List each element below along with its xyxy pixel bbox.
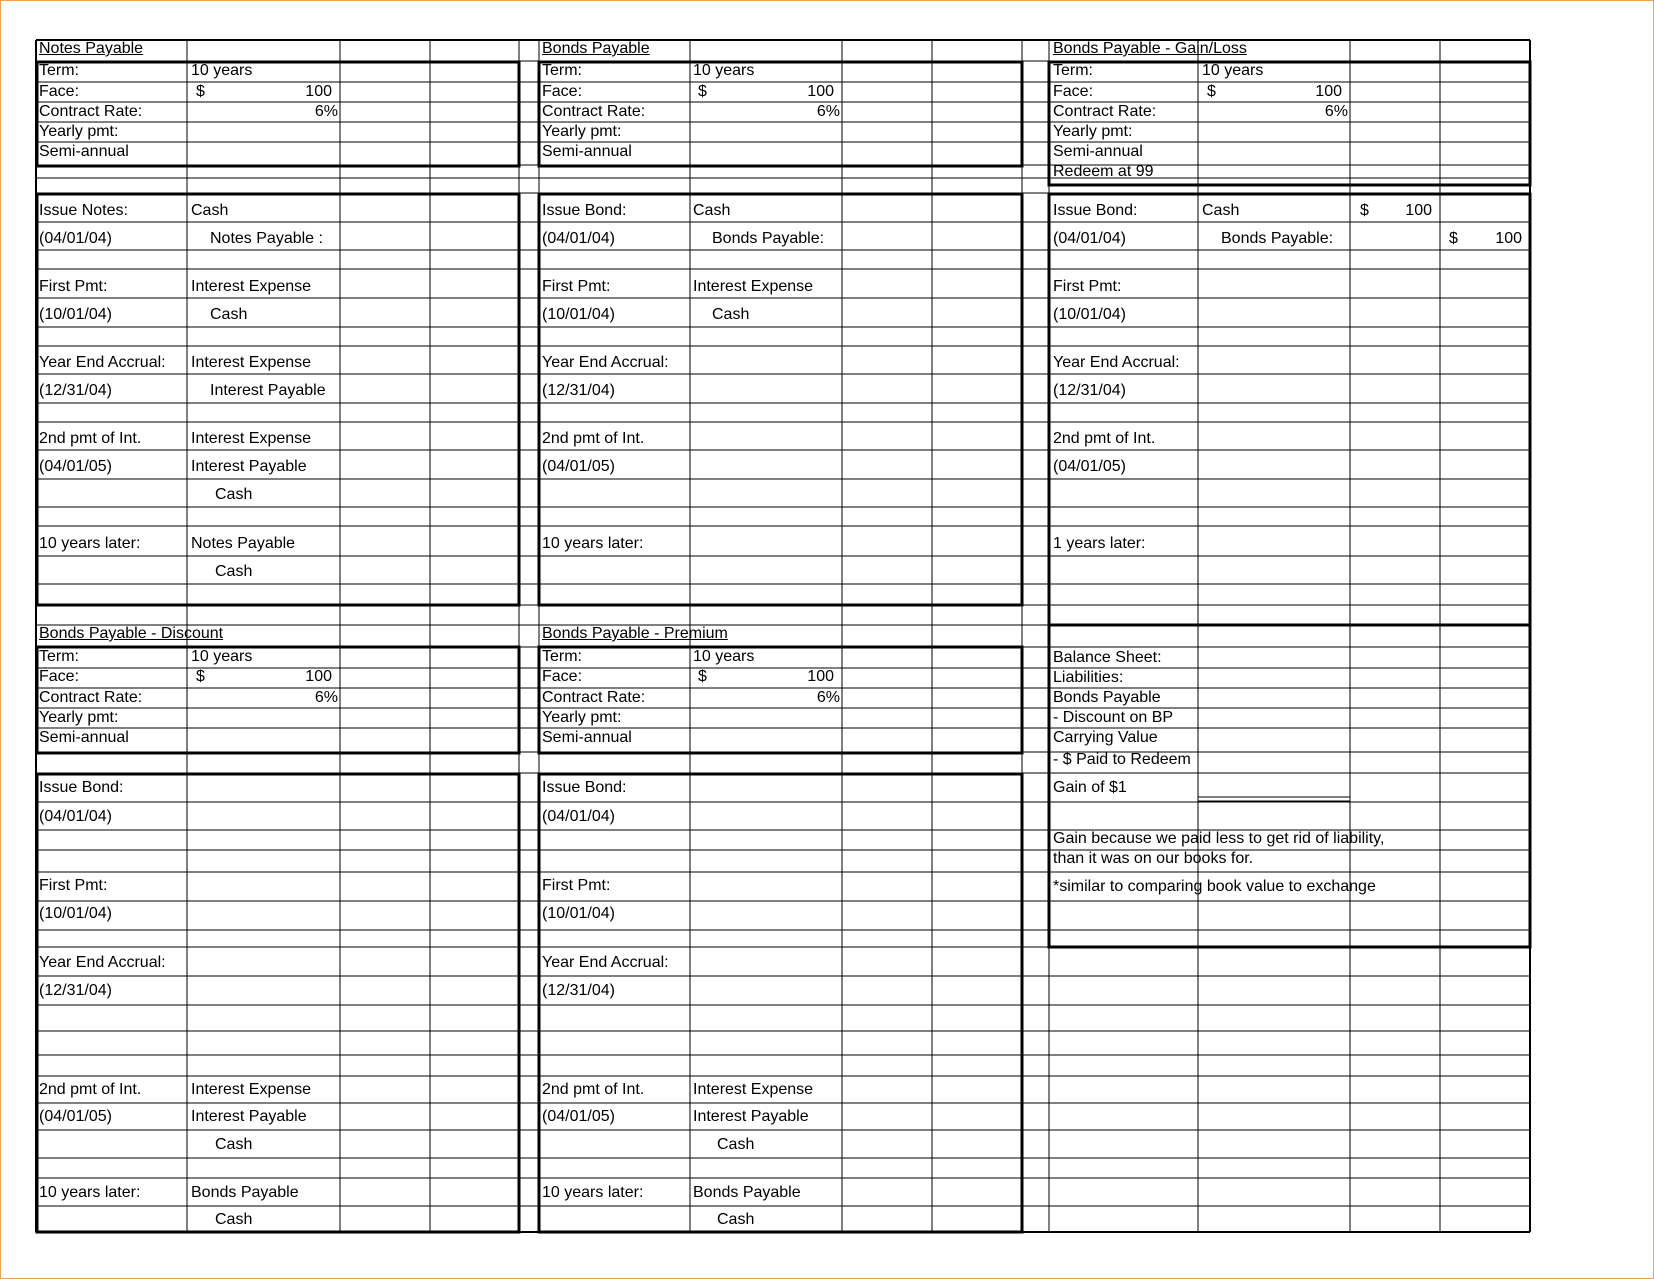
np-face-currency: $	[196, 83, 205, 100]
np-term-value: 10 years	[191, 62, 253, 79]
disc-later-credit: Cash	[215, 1211, 253, 1228]
bp-first-pmt-label: First Pmt:	[542, 278, 611, 295]
prem-later-account: Bonds Payable	[693, 1184, 801, 1201]
disc-rate-label: Contract Rate:	[39, 689, 143, 706]
bp-2nd-pmt-date: (04/01/05)	[542, 458, 615, 475]
disc-later-account: Bonds Payable	[191, 1184, 299, 1201]
gl-accrual-date: (12/31/04)	[1053, 382, 1126, 399]
prem-2nd-pmt-credit: Cash	[717, 1136, 755, 1153]
disc-term-label: Term:	[39, 648, 79, 665]
bp-accrual-date: (12/31/04)	[542, 382, 615, 399]
disc-semi-label: Semi-annual	[39, 729, 129, 746]
gl-rate-label: Contract Rate:	[1053, 103, 1157, 120]
np-2nd-pmt-credit: Cash	[215, 486, 253, 503]
np-accrual-account: Interest Expense	[191, 354, 312, 371]
notes-payable-title: Notes Payable	[39, 40, 144, 57]
np-2nd-pmt-label: 2nd pmt of Int.	[39, 430, 142, 447]
np-yearly-label: Yearly pmt:	[39, 123, 119, 140]
gl-face-currency: $	[1207, 83, 1216, 100]
np-first-pmt-credit: Cash	[210, 306, 248, 323]
bp-rate-label: Contract Rate:	[542, 103, 646, 120]
gl-liabilities-label: Liabilities:	[1053, 669, 1124, 686]
prem-face-currency: $	[698, 668, 707, 685]
disc-2nd-pmt-credit: Cash	[215, 1136, 253, 1153]
np-2nd-pmt-account: Interest Expense	[191, 430, 312, 447]
gl-issue-date: (04/01/04)	[1053, 230, 1126, 247]
disc-later-label: 10 years later:	[39, 1184, 141, 1201]
bp-later-label: 10 years later:	[542, 535, 644, 552]
bp-semi-label: Semi-annual	[542, 143, 632, 160]
np-2nd-pmt-date: (04/01/05)	[39, 458, 112, 475]
gl-issue-debit: 100	[1405, 202, 1432, 219]
bp-yearly-label: Yearly pmt:	[542, 123, 622, 140]
bp-term-label: Term:	[542, 62, 582, 79]
prem-semi-label: Semi-annual	[542, 729, 632, 746]
disc-accrual-date: (12/31/04)	[39, 982, 112, 999]
np-semi-label: Semi-annual	[39, 143, 129, 160]
prem-2nd-pmt-account-2: Interest Payable	[693, 1108, 809, 1125]
bonds-payable-title: Bonds Payable	[542, 40, 650, 57]
bp-rate-value: 6%	[816, 103, 840, 120]
prem-face-label: Face:	[542, 668, 583, 685]
premium-title: Bonds Payable - Premium	[542, 625, 728, 642]
gl-note-line-3: *similar to comparing book value to exchange	[1053, 878, 1376, 895]
gl-accrual-label: Year End Accrual:	[1053, 354, 1180, 371]
gl-issue-currency: $	[1360, 202, 1369, 219]
prem-2nd-pmt-account: Interest Expense	[693, 1081, 814, 1098]
bp-first-pmt-account: Interest Expense	[693, 278, 814, 295]
bp-face-currency: $	[698, 83, 707, 100]
np-accrual-label: Year End Accrual:	[39, 354, 166, 371]
section-box	[37, 774, 519, 1232]
np-first-pmt-account: Interest Expense	[191, 278, 312, 295]
prem-later-credit: Cash	[717, 1211, 755, 1228]
section-box	[539, 774, 1022, 1232]
np-issue-account: Cash	[191, 202, 229, 219]
gl-bonds-payable-label: Bonds Payable	[1053, 689, 1161, 706]
gl-first-pmt-label: First Pmt:	[1053, 278, 1122, 295]
gl-semi-label: Semi-annual	[1053, 143, 1143, 160]
prem-term-label: Term:	[542, 648, 582, 665]
gl-later-label: 1 years later:	[1053, 535, 1146, 552]
gl-discount-label: - Discount on BP	[1053, 709, 1174, 726]
disc-2nd-pmt-date: (04/01/05)	[39, 1108, 112, 1125]
gl-yearly-label: Yearly pmt:	[1053, 123, 1133, 140]
np-accrual-date: (12/31/04)	[39, 382, 112, 399]
np-rate-value: 6%	[314, 103, 338, 120]
disc-first-pmt-label: First Pmt:	[39, 877, 108, 894]
disc-accrual-label: Year End Accrual:	[39, 954, 166, 971]
np-face-label: Face:	[39, 83, 80, 100]
prem-issue-label: Issue Bond:	[542, 779, 627, 796]
disc-2nd-pmt-account-2: Interest Payable	[191, 1108, 307, 1125]
prem-later-label: 10 years later:	[542, 1184, 644, 1201]
bp-issue-credit-account: Bonds Payable:	[712, 230, 825, 247]
bp-issue-account: Cash	[693, 202, 731, 219]
disc-issue-label: Issue Bond:	[39, 779, 124, 796]
gl-note-line-2: than it was on our books for.	[1053, 850, 1254, 867]
disc-first-pmt-date: (10/01/04)	[39, 905, 112, 922]
gl-issue-label: Issue Bond:	[1053, 202, 1138, 219]
bp-2nd-pmt-label: 2nd pmt of Int.	[542, 430, 645, 447]
gl-face-value: 100	[1315, 83, 1342, 100]
gl-issue-account: Cash	[1202, 202, 1240, 219]
gl-paid-to-redeem-label: - $ Paid to Redeem	[1053, 751, 1191, 768]
gl-term-value: 10 years	[1202, 62, 1264, 79]
prem-2nd-pmt-date: (04/01/05)	[542, 1108, 615, 1125]
gain-loss-title: Bonds Payable - Gain/Loss	[1053, 40, 1247, 57]
gl-issue-credit: 100	[1495, 230, 1522, 247]
gl-rate-value: 6%	[1324, 103, 1348, 120]
prem-rate-label: Contract Rate:	[542, 689, 646, 706]
np-face-value: 100	[305, 83, 332, 100]
np-rate-label: Contract Rate:	[39, 103, 143, 120]
bp-issue-date: (04/01/04)	[542, 230, 615, 247]
gl-balance-sheet-heading: Balance Sheet:	[1053, 649, 1162, 666]
prem-face-value: 100	[807, 668, 834, 685]
np-accrual-credit: Interest Payable	[210, 382, 326, 399]
gl-first-pmt-date: (10/01/04)	[1053, 306, 1126, 323]
gl-term-label: Term:	[1053, 62, 1093, 79]
gl-2nd-pmt-label: 2nd pmt of Int.	[1053, 430, 1156, 447]
prem-yearly-label: Yearly pmt:	[542, 709, 622, 726]
prem-issue-date: (04/01/04)	[542, 808, 615, 825]
prem-first-pmt-label: First Pmt:	[542, 877, 611, 894]
gl-2nd-pmt-date: (04/01/05)	[1053, 458, 1126, 475]
gl-note-line-1: Gain because we paid less to get rid of liability,	[1053, 830, 1385, 847]
disc-2nd-pmt-label: 2nd pmt of Int.	[39, 1081, 142, 1098]
prem-accrual-date: (12/31/04)	[542, 982, 615, 999]
bp-accrual-label: Year End Accrual:	[542, 354, 669, 371]
gl-gain-label: Gain of $1	[1053, 779, 1127, 796]
np-first-pmt-date: (10/01/04)	[39, 306, 112, 323]
prem-first-pmt-date: (10/01/04)	[542, 905, 615, 922]
np-later-credit: Cash	[215, 563, 253, 580]
disc-face-label: Face:	[39, 668, 80, 685]
section-box	[1049, 194, 1530, 625]
np-first-pmt-label: First Pmt:	[39, 278, 108, 295]
gl-carrying-value-label: Carrying Value	[1053, 729, 1158, 746]
bp-term-value: 10 years	[693, 62, 755, 79]
disc-issue-date: (04/01/04)	[39, 808, 112, 825]
np-later-label: 10 years later:	[39, 535, 141, 552]
disc-term-value: 10 years	[191, 648, 253, 665]
gl-issue-credit-currency: $	[1449, 230, 1458, 247]
gl-face-label: Face:	[1053, 83, 1094, 100]
disc-rate-value: 6%	[314, 689, 338, 706]
prem-2nd-pmt-label: 2nd pmt of Int.	[542, 1081, 645, 1098]
prem-rate-value: 6%	[816, 689, 840, 706]
disc-face-currency: $	[196, 668, 205, 685]
prem-accrual-label: Year End Accrual:	[542, 954, 669, 971]
bp-first-pmt-credit: Cash	[712, 306, 750, 323]
prem-term-value: 10 years	[693, 648, 755, 665]
gl-issue-credit-account: Bonds Payable:	[1221, 230, 1334, 247]
np-later-account: Notes Payable	[191, 535, 296, 552]
discount-title: Bonds Payable - Discount	[39, 625, 224, 642]
disc-2nd-pmt-account: Interest Expense	[191, 1081, 312, 1098]
bp-issue-label: Issue Bond:	[542, 202, 627, 219]
bp-face-value: 100	[807, 83, 834, 100]
disc-face-value: 100	[305, 668, 332, 685]
np-issue-date: (04/01/04)	[39, 230, 112, 247]
disc-yearly-label: Yearly pmt:	[39, 709, 119, 726]
bp-face-label: Face:	[542, 83, 583, 100]
np-2nd-pmt-account-2: Interest Payable	[191, 458, 307, 475]
np-issue-credit-account: Notes Payable :	[210, 230, 323, 247]
np-issue-label: Issue Notes:	[39, 202, 128, 219]
np-term-label: Term:	[39, 62, 79, 79]
bp-first-pmt-date: (10/01/04)	[542, 306, 615, 323]
gl-redeem-label: Redeem at 99	[1053, 163, 1154, 180]
